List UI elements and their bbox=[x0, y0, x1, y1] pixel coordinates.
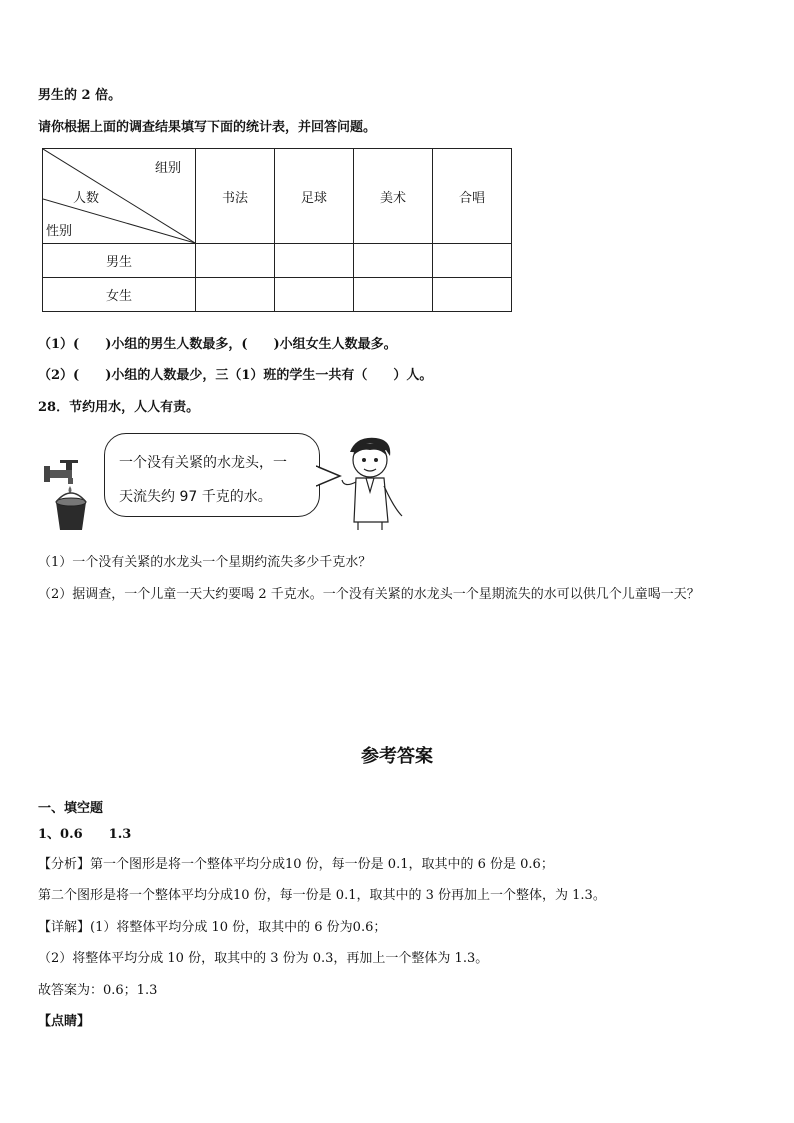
question-27-2: （2）( )小组的人数最少，三（1）班的学生一共有（ ）人。 bbox=[38, 368, 433, 383]
row-label: 女生 bbox=[43, 278, 196, 312]
corner-label-gender: 性别 bbox=[46, 224, 73, 239]
faucet-bucket-icon bbox=[40, 458, 100, 534]
question-28-2: （2）据调查，一个儿童一天大约要喝 2 千克水。一个没有关紧的水龙头一个星期流失的水可以供几个儿童喝一天？ bbox=[38, 587, 700, 602]
speech-bubble bbox=[104, 433, 320, 517]
bubble-line-2: 天流失约 97 千克的水。 bbox=[119, 489, 272, 505]
corner-label-group: 组别 bbox=[155, 161, 182, 176]
table-row bbox=[43, 278, 512, 312]
column-header: 书法 bbox=[196, 149, 275, 244]
table-corner-header bbox=[43, 149, 196, 244]
question-27-1: （1）( )小组的男生人数最多，( )小组女生人数最多。 bbox=[38, 337, 397, 352]
column-header: 美术 bbox=[354, 149, 433, 244]
column-header: 足球 bbox=[275, 149, 354, 244]
row-label: 男生 bbox=[43, 244, 196, 278]
table-cell[interactable] bbox=[275, 244, 354, 278]
table-cell[interactable] bbox=[433, 278, 512, 312]
analysis-line-1: 【分析】第一个图形是将一个整体平均分成10 份，每一份是 0.1，取其中的 6 份是 0.6； bbox=[38, 857, 554, 872]
intro-line-1: 男生的 2 倍。 bbox=[38, 88, 122, 103]
statistics-table bbox=[42, 148, 512, 312]
detail-line-1: 【详解】(1）将整体平均分成 10 份，取其中的 6 份为0.6； bbox=[38, 920, 387, 935]
section-heading: 一、填空题 bbox=[38, 801, 104, 816]
table-cell[interactable] bbox=[433, 244, 512, 278]
bubble-line-1: 一个没有关紧的水龙头，一 bbox=[119, 455, 287, 471]
table-cell[interactable] bbox=[196, 278, 275, 312]
table-cell[interactable] bbox=[275, 278, 354, 312]
detail-line-2: （2）将整体平均分成 10 份，取其中的 3 份为 0.3，再加上一个整体为 1.3。 bbox=[38, 951, 489, 966]
question-28-1: （1）一个没有关紧的水龙头一个星期约流失多少千克水？ bbox=[38, 555, 372, 570]
table-cell[interactable] bbox=[354, 278, 433, 312]
analysis-line-2: 第二个图形是将一个整体平均分成10 份，每一份是 0.1，取其中的 3 份再加上一个整体，为 1.3。 bbox=[38, 888, 606, 903]
comment-label: 【点睛】 bbox=[38, 1014, 91, 1029]
boy-character-icon bbox=[336, 436, 406, 532]
corner-label-count: 人数 bbox=[73, 191, 100, 206]
table-cell[interactable] bbox=[354, 244, 433, 278]
table-row bbox=[43, 244, 512, 278]
answer-key-heading: 参考答案 bbox=[361, 746, 433, 767]
column-header: 合唱 bbox=[433, 149, 512, 244]
final-answer: 故答案为：0.6；1.3 bbox=[38, 983, 158, 998]
problem-28-title: 28．节约用水，人人有责。 bbox=[38, 400, 200, 415]
table-cell[interactable] bbox=[196, 244, 275, 278]
answer-1: 1、0.6 1.3 bbox=[38, 827, 132, 842]
intro-line-2: 请你根据上面的调查结果填写下面的统计表，并回答问题。 bbox=[38, 120, 377, 135]
